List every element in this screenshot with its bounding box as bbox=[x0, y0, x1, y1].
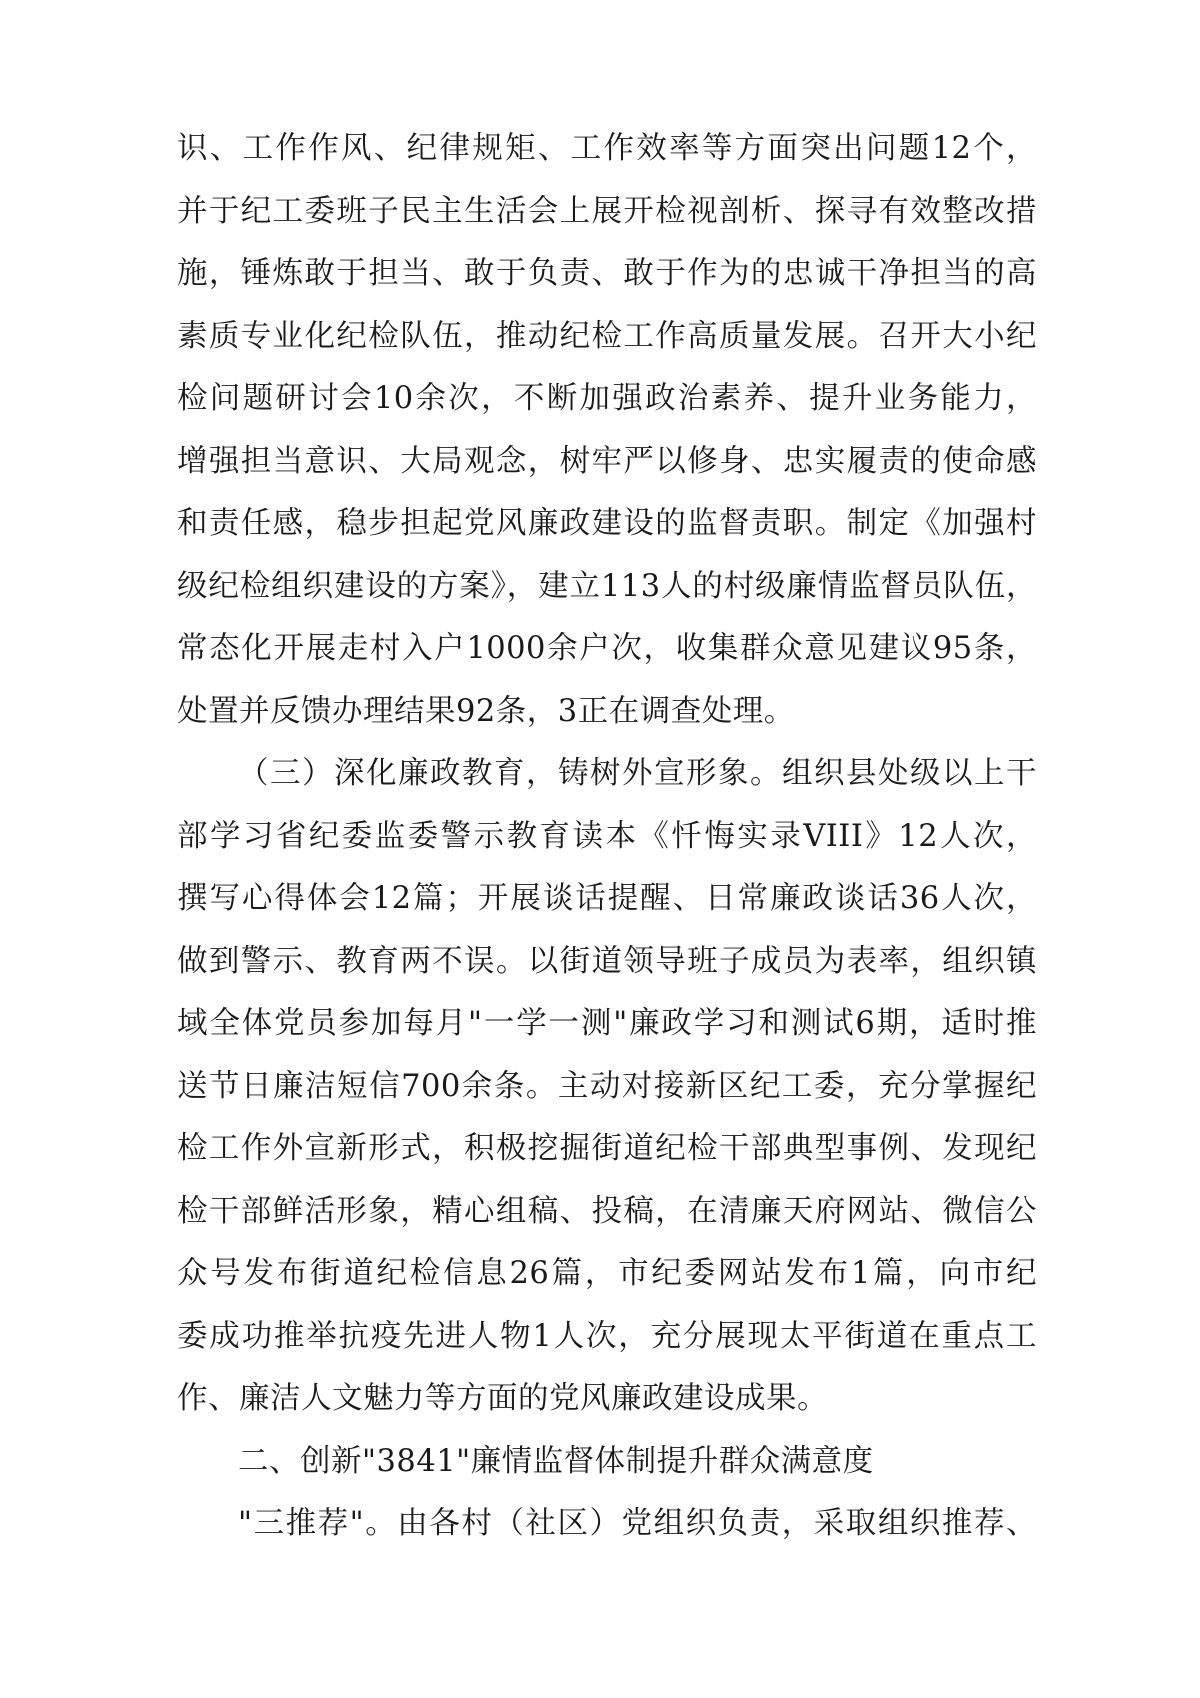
paragraph-end-line: 处置并反馈办理结果92条，3正在调查处理。 bbox=[177, 693, 795, 729]
document-body bbox=[177, 118, 1037, 1556]
text-line: "三推荐"。由各村（社区）党组织负责，采取组织推荐、 bbox=[238, 1506, 1037, 1541]
text-line: 域全体党员参加每月"一学一测"廉政学习和测试6期，适时推 bbox=[177, 1006, 1037, 1041]
text-line: 众号发布街道纪检信息26篇，市纪委网站发布1篇，向市纪 bbox=[177, 1256, 1037, 1291]
text-line: 增强担当意识、大局观念，树牢严以修身、忠实履责的使命感 bbox=[177, 443, 1037, 479]
text-line: 检干部鲜活形象，精心组稿、投稿，在清廉天府网站、微信公 bbox=[177, 1193, 1037, 1229]
section-heading-line: （三）深化廉政教育，铸树外宣形象。组织县处级以上干 bbox=[238, 756, 1037, 791]
text-line: 常态化开展走村入户1000余户次，收集群众意见建议95条， bbox=[177, 631, 1037, 666]
text-line: 部学习省纪委监委警示教育读本《忏悔实录VIII》12人次， bbox=[177, 818, 1037, 854]
section-heading: 二、创新"3841"廉情监督体制提升群众满意度 bbox=[238, 1443, 874, 1479]
paragraph-end-line: 作、廉洁人文魅力等方面的党风廉政建设成果。 bbox=[177, 1381, 828, 1416]
text-line: 检问题研讨会10余次，不断加强政治素养、提升业务能力， bbox=[177, 381, 1037, 416]
text-line: 和责任感，稳步担起党风廉政建设的监督责职。制定《加强村 bbox=[177, 506, 1037, 541]
text-line: 施，锤炼敢于担当、敢于负责、敢于作为的忠诚干净担当的高 bbox=[177, 256, 1037, 291]
text-line: 检工作外宣新形式，积极挖掘街道纪检干部典型事例、发现纪 bbox=[177, 1131, 1037, 1166]
text-line: 级纪检组织建设的方案》，建立113人的村级廉情监督员队伍， bbox=[177, 568, 1037, 604]
text-line: 撰写心得体会12篇；开展谈话提醒、日常廉政谈话36人次， bbox=[177, 881, 1037, 916]
text-line: 委成功推举抗疫先进人物1人次，充分展现太平街道在重点工 bbox=[177, 1318, 1037, 1354]
text-line: 送节日廉洁短信700余条。主动对接新区纪工委，充分掌握纪 bbox=[177, 1068, 1037, 1104]
text-line: 识、工作作风、纪律规矩、工作效率等方面突出问题12个， bbox=[177, 131, 1037, 166]
text-line: 素质专业化纪检队伍，推动纪检工作高质量发展。召开大小纪 bbox=[177, 318, 1037, 354]
text-line: 做到警示、教育两不误。以街道领导班子成员为表率，组织镇 bbox=[177, 943, 1037, 979]
text-line: 并于纪工委班子民主生活会上展开检视剖析、探寻有效整改措 bbox=[177, 193, 1037, 229]
